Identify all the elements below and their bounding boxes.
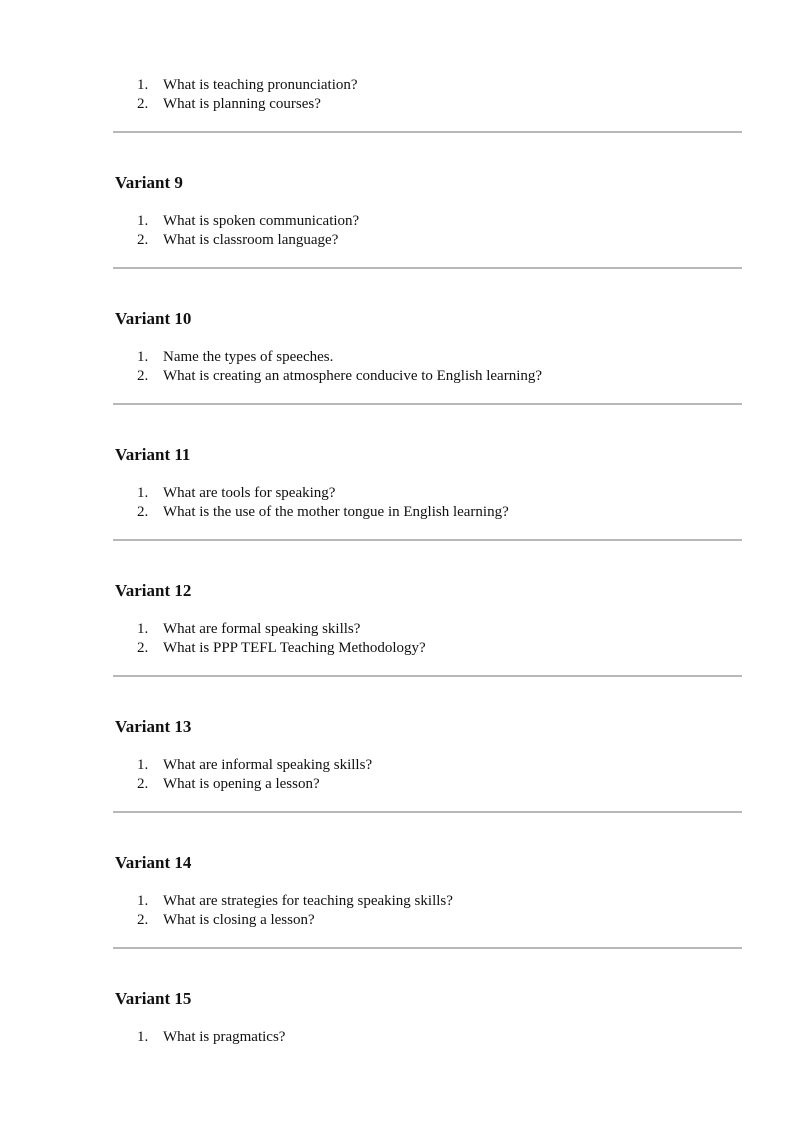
section-divider	[113, 131, 742, 133]
question-list	[0, 212, 800, 250]
question-text: What is the use of the mother tongue in English learning?	[163, 504, 509, 520]
variant-heading: Variant 9	[115, 173, 183, 192]
question-item	[0, 756, 800, 775]
question-item	[0, 620, 800, 639]
section-divider	[113, 947, 742, 949]
question-text: What is pragmatics?	[163, 1029, 286, 1045]
question-text: What is classroom language?	[163, 232, 339, 248]
question-text: What is creating an atmosphere conducive to English learning?	[163, 368, 543, 384]
question-number: 2.	[137, 96, 149, 112]
question-number: 2.	[137, 912, 149, 928]
question-list	[0, 756, 800, 794]
variant-heading: Variant 15	[115, 989, 192, 1008]
question-text: What is opening a lesson?	[163, 776, 320, 792]
question-text: What is planning courses?	[163, 96, 321, 112]
section-divider	[113, 267, 742, 269]
section-divider	[113, 403, 742, 405]
variant-heading: Variant 14	[115, 853, 192, 872]
variant-heading: Variant 11	[115, 445, 191, 464]
section-divider	[113, 539, 742, 541]
question-text: Name the types of speeches.	[163, 349, 334, 365]
question-list	[0, 620, 800, 658]
question-item	[0, 484, 800, 503]
question-list	[0, 484, 800, 522]
question-text: What are strategies for teaching speaking skills?	[163, 893, 453, 909]
question-item	[0, 212, 800, 231]
question-number: 2.	[137, 504, 149, 520]
question-list	[0, 892, 800, 930]
question-item	[0, 775, 800, 794]
question-number: 1.	[137, 349, 149, 365]
question-item	[0, 503, 800, 522]
question-text: What is teaching pronunciation?	[163, 77, 358, 93]
question-number: 1.	[137, 485, 149, 501]
question-number: 1.	[137, 77, 149, 93]
question-number: 2.	[137, 776, 149, 792]
question-number: 1.	[137, 621, 149, 637]
question-item	[0, 911, 800, 930]
question-item	[0, 367, 800, 386]
question-list	[0, 76, 800, 114]
question-text: What are formal speaking skills?	[163, 621, 361, 637]
question-list	[0, 348, 800, 386]
question-number: 1.	[137, 757, 149, 773]
question-list	[0, 1028, 800, 1047]
question-number: 1.	[137, 213, 149, 229]
question-number: 1.	[137, 1029, 149, 1045]
question-text: What is closing a lesson?	[163, 912, 315, 928]
question-item	[0, 892, 800, 911]
question-item	[0, 1028, 800, 1047]
section-divider	[113, 811, 742, 813]
variant-heading: Variant 12	[115, 581, 192, 600]
question-text: What is spoken communication?	[163, 213, 360, 229]
variant-heading: Variant 10	[115, 309, 192, 328]
question-item	[0, 76, 800, 95]
question-number: 2.	[137, 640, 149, 656]
question-text: What are tools for speaking?	[163, 485, 336, 501]
question-number: 1.	[137, 893, 149, 909]
question-item	[0, 639, 800, 658]
question-number: 2.	[137, 232, 149, 248]
section-divider	[113, 675, 742, 677]
variant-heading: Variant 13	[115, 717, 192, 736]
question-item	[0, 231, 800, 250]
question-text: What is PPP TEFL Teaching Methodology?	[163, 640, 426, 656]
question-text: What are informal speaking skills?	[163, 757, 373, 773]
question-item	[0, 348, 800, 367]
question-number: 2.	[137, 368, 149, 384]
question-item	[0, 95, 800, 114]
